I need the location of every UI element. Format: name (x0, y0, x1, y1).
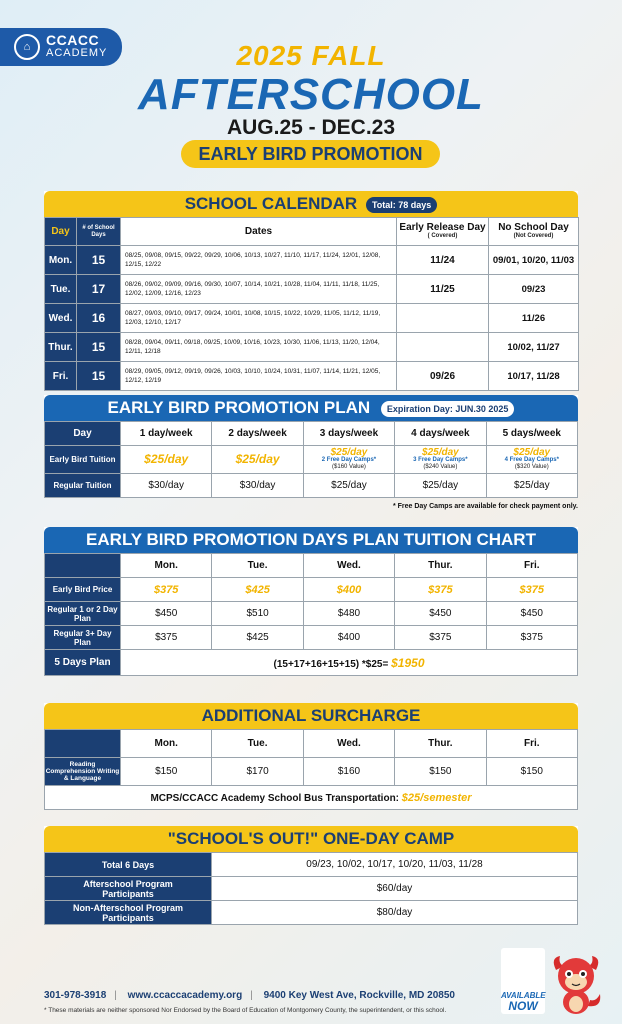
surcharge-table (44, 729, 578, 810)
calendar-day: Thur. (45, 333, 77, 362)
calendar-no-school: 09/23 (489, 275, 579, 304)
early-price: $25/day (235, 452, 280, 466)
program-dates: AUG.25 - DEC.23 (226, 116, 396, 139)
col-dates: Dates (121, 218, 397, 246)
logo-name: CCACC (46, 32, 100, 48)
calendar-early-release: 11/25 (397, 275, 489, 304)
plan-header: 1 day/week (121, 422, 212, 446)
footer-website[interactable]: www.ccaccacademy.org (127, 990, 243, 1001)
free-camp-value: ($160 Value) (332, 464, 366, 470)
early-price: $25/day (144, 452, 189, 466)
chart-day-header: Thur. (395, 554, 486, 578)
chart-price: $400 (303, 626, 394, 650)
calendar-no-school: 10/17, 11/28 (489, 362, 579, 391)
calendar-day-count: 15 (77, 333, 121, 362)
free-camp-count: 3 Free Day Camps* (413, 457, 468, 463)
regular-price: $25/day (486, 474, 577, 498)
chart-price: $510 (212, 602, 303, 626)
early-price: $25/day (330, 447, 368, 458)
free-camp-note: * Free Day Camps are available for check payment only. (392, 503, 578, 510)
chart-price: $375 (121, 578, 212, 602)
chart-row-label: Early Bird Price (45, 578, 121, 602)
calendar-early-release: 11/24 (397, 246, 489, 275)
plan-header: 3 days/week (303, 422, 394, 446)
surcharge-day-header: Fri. (486, 730, 577, 758)
bus-label: MCPS/CCACC Academy School Bus Transportation: (150, 792, 400, 804)
tuition-chart-section (44, 527, 578, 676)
col-school-days: # of School Days (77, 218, 121, 246)
chart-price: $375 (395, 578, 486, 602)
surcharge-price: $160 (303, 758, 394, 786)
calendar-dates: 08/26, 09/02, 09/09, 09/16, 09/30, 10/07, 10/14, 10/21, 10/28, 11/04, 11/11, 11/18, 11/25, 12/02, 12/09, 12/16, 12/23 (121, 275, 397, 304)
plan-header: Day (45, 422, 121, 446)
plan-table (44, 421, 578, 498)
chart-day-header: Wed. (303, 554, 394, 578)
footer-address: 9400 Key West Ave, Rockville, MD 20850 (263, 990, 455, 1001)
footer-contact: 301-978-3918 | www.ccaccacademy.org | 9400 Key West Ave, Rockville, MD 20850 (44, 990, 455, 1001)
calendar-early-release: 09/26 (397, 362, 489, 391)
surcharge-day-header: Tue. (212, 730, 303, 758)
calendar-no-school: 09/01, 10/20, 11/03 (489, 246, 579, 275)
chart-row-label: Regular 3+ Day Plan (45, 626, 121, 650)
total-days-badge: Total: 78 days (366, 197, 437, 213)
now-text: NOW (508, 999, 538, 1013)
available-now-badge (501, 948, 545, 1014)
promo-banner: EARLY BIRD PROMOTION (181, 140, 440, 168)
calendar-row (45, 304, 579, 333)
plan-title (44, 395, 578, 421)
chart-price: $375 (395, 626, 486, 650)
footer-phone[interactable]: 301-978-3918 (44, 990, 107, 1001)
early-price: $25/day (422, 447, 459, 458)
chart-corner (45, 554, 121, 578)
chart-price: $375 (486, 626, 577, 650)
calendar-dates: 08/29, 09/05, 09/12, 09/19, 09/26, 10/03, 10/10, 10/24, 10/31, 11/07, 11/14, 11/21, 12/05, 12/12, 12/19 (121, 362, 397, 391)
five-day-total: $1950 (391, 655, 425, 670)
school-calendar-section (44, 191, 578, 391)
col-early-release (397, 218, 489, 246)
calendar-title-text: SCHOOL CALENDAR (184, 194, 358, 213)
surcharge-price: $170 (212, 758, 303, 786)
calendar-row (45, 362, 579, 391)
free-camp-value: ($320 Value) (514, 464, 549, 470)
calendar-early-release (397, 304, 489, 333)
calendar-no-school: 11/26 (489, 304, 579, 333)
no-school-sub: (Not Covered) (513, 233, 554, 239)
early-price: $25/day (513, 447, 551, 458)
calendar-title (44, 191, 578, 217)
col-day: Day (45, 218, 77, 246)
calendar-day-count: 16 (77, 304, 121, 333)
no-school-label: No School Day (498, 222, 569, 233)
chart-row-label: Regular 1 or 2 Day Plan (45, 602, 121, 626)
calendar-early-release (397, 333, 489, 362)
logo-sub: ACADEMY (46, 47, 108, 59)
surcharge-title: ADDITIONAL SURCHARGE (44, 703, 578, 729)
early-bird-price (303, 446, 394, 474)
plan-header: 5 days/week (486, 422, 577, 446)
expiration-badge: Expiration Day: JUN.30 2025 (381, 401, 515, 417)
plan-header: 2 days/week (212, 422, 303, 446)
program-title: AFTERSCHOOL (138, 70, 484, 119)
camp-title: "SCHOOL'S OUT!" ONE-DAY CAMP (44, 826, 578, 852)
calendar-dates: 08/27, 09/03, 09/10, 09/17, 09/24, 10/01, 10/08, 10/15, 10/22, 10/29, 11/05, 11/12, 11/19, 12/03, 12/10, 12/17 (121, 304, 397, 333)
early-bird-price (212, 446, 303, 474)
early-bird-label: Early Bird Tuition (45, 446, 121, 474)
footer-disclaimer: * These materials are neither sponsored Nor Endorsed by the Board of Education of Montgomery County, the superintendent, or this school. (44, 1007, 447, 1014)
early-release-sub: ( Covered) (427, 233, 458, 239)
camp-row (45, 853, 578, 877)
col-no-school (489, 218, 579, 246)
regular-tuition-label: Regular Tuition (45, 474, 121, 498)
camp-row-label: Total 6 Days (45, 853, 212, 877)
surcharge-day-header: Thur. (395, 730, 486, 758)
free-camp-count: 2 Free Day Camps* (321, 457, 377, 463)
free-camp-count: 4 Free Day Camps* (504, 457, 559, 463)
calendar-day-count: 17 (77, 275, 121, 304)
tuition-table (44, 553, 578, 676)
camp-row-value: 09/23, 10/02, 10/17, 10/20, 11/03, 11/28 (212, 853, 578, 877)
calendar-day: Tue. (45, 275, 77, 304)
five-day-formula: (15+17+16+15+15) *$25= (273, 658, 389, 670)
calendar-dates: 08/25, 09/08, 09/15, 09/22, 09/29, 10/06, 10/13, 10/27, 11/10, 11/17, 11/24, 12/01, 12/08, 12/15, 12/22 (121, 246, 397, 275)
early-bird-price (395, 446, 486, 474)
chart-day-header: Mon. (121, 554, 212, 578)
early-bird-plan-section (44, 395, 578, 498)
chart-price: $425 (212, 578, 303, 602)
five-day-calc (121, 650, 578, 676)
surcharge-price: $150 (395, 758, 486, 786)
chart-price: $450 (486, 602, 577, 626)
chart-row (45, 578, 578, 602)
chart-price: $480 (303, 602, 394, 626)
season-title: 2025 FALL (236, 40, 386, 71)
surcharge-corner (45, 730, 121, 758)
calendar-day-count: 15 (77, 246, 121, 275)
calendar-row (45, 246, 579, 275)
calendar-day: Wed. (45, 304, 77, 333)
calendar-day: Mon. (45, 246, 77, 275)
early-bird-price (486, 446, 577, 474)
calendar-day-count: 15 (77, 362, 121, 391)
calendar-no-school: 10/02, 11/27 (489, 333, 579, 362)
camp-table (44, 852, 578, 925)
camp-row-value: $60/day (212, 877, 578, 901)
chart-price: $425 (212, 626, 303, 650)
chart-row (45, 626, 578, 650)
chart-day-header: Fri. (486, 554, 577, 578)
surcharge-section (44, 703, 578, 810)
regular-price: $30/day (212, 474, 303, 498)
regular-price: $30/day (121, 474, 212, 498)
camp-row (45, 877, 578, 901)
surcharge-label: Reading Comprehension Writing & Language (45, 758, 121, 786)
chart-price: $400 (303, 578, 394, 602)
calendar-day: Fri. (45, 362, 77, 391)
building-icon: ⌂ (14, 34, 40, 60)
early-bird-price (121, 446, 212, 474)
chart-price: $375 (121, 626, 212, 650)
plan-header: 4 days/week (395, 422, 486, 446)
calendar-row (45, 333, 579, 362)
camp-row-label: Non-Afterschool Program Participants (45, 901, 212, 925)
dragon-mascot-icon (546, 950, 606, 1016)
chart-price: $450 (121, 602, 212, 626)
camp-row-value: $80/day (212, 901, 578, 925)
camp-row (45, 901, 578, 925)
surcharge-day-header: Mon. (121, 730, 212, 758)
chart-price: $450 (395, 602, 486, 626)
calendar-dates: 08/28, 09/04, 09/11, 09/18, 09/25, 10/09, 10/16, 10/23, 10/30, 11/06, 11/13, 11/20, 12/04, 12/11, 12/18 (121, 333, 397, 362)
plan-title-text: EARLY BIRD PROMOTION PLAN (107, 398, 371, 417)
calendar-table (44, 217, 579, 391)
chart-price: $375 (486, 578, 577, 602)
bus-price: $25/semester (401, 791, 472, 804)
calendar-row (45, 275, 579, 304)
one-day-camp-section (44, 826, 578, 925)
chart-row (45, 602, 578, 626)
regular-price: $25/day (303, 474, 394, 498)
surcharge-price: $150 (486, 758, 577, 786)
surcharge-price: $150 (121, 758, 212, 786)
surcharge-day-header: Wed. (303, 730, 394, 758)
camp-row-label: Afterschool Program Participants (45, 877, 212, 901)
regular-price: $25/day (395, 474, 486, 498)
tuition-title: EARLY BIRD PROMOTION DAYS PLAN TUITION CHART (44, 527, 578, 553)
five-day-label: 5 Days Plan (45, 650, 121, 676)
chart-day-header: Tue. (212, 554, 303, 578)
free-camp-value: ($240 Value) (423, 464, 458, 470)
early-release-label: Early Release Day (399, 222, 486, 233)
bus-row (45, 786, 578, 810)
available-text: AVAILABLE (501, 991, 546, 1000)
